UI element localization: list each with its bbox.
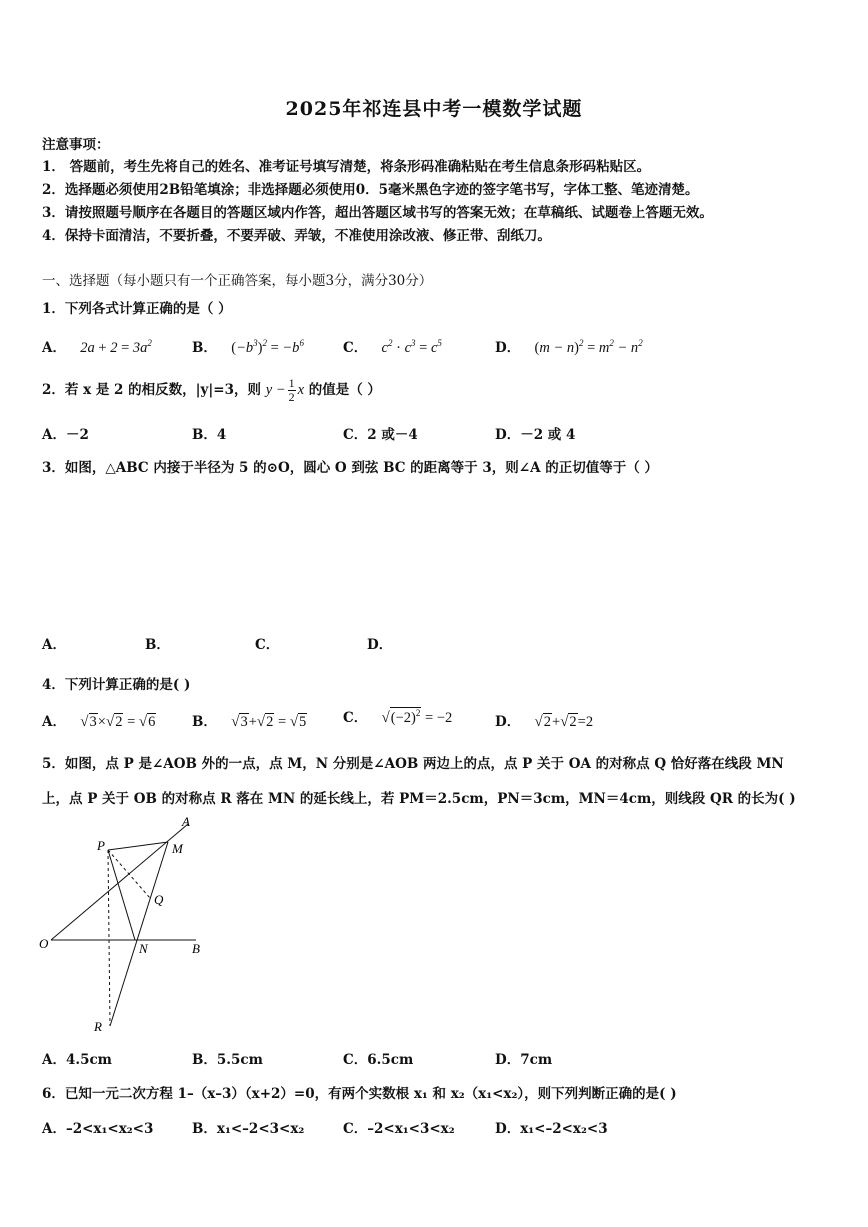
q1-option-c xyxy=(343,336,442,357)
q5-option-a: A．4.5cm xyxy=(42,1052,112,1068)
segment-pn xyxy=(108,850,135,940)
q2-option-b: B．4 xyxy=(192,427,227,443)
q2-stem-lead: 2．若 x 是 2 的相反数，|y|=3，则 xyxy=(42,382,262,398)
q2-option-a: A．－2 xyxy=(42,427,89,443)
q2-option-c: C．2 或－4 xyxy=(343,427,418,443)
q1-d-formula: $(m - n)^2 = m^2 - n^2$ xyxy=(534,338,643,356)
label-m: M xyxy=(172,841,183,856)
q1-option-b xyxy=(192,336,304,357)
q4-d-formula: √2+√2=2 xyxy=(534,714,594,730)
q5-option-c: C．6.5cm xyxy=(343,1052,414,1068)
q1-a-formula: $2a + 2 = 3a^2$ xyxy=(80,338,152,356)
q1-b-formula: $(-b^3)^2 = -b^6$ xyxy=(231,338,304,356)
option-label: D． xyxy=(495,340,521,356)
notice-item-4: 4．保持卡面清洁，不要折叠，不要弄破、弄皱，不准使用涂改液、修正带、刮纸刀。 xyxy=(42,228,551,244)
q4-option-c xyxy=(343,706,452,727)
q1-stem: 1．下列各式计算正确的是（ ） xyxy=(42,301,232,317)
notice-heading: 注意事项： xyxy=(42,137,110,153)
section-heading: 一、选择题（每小题只有一个正确答案，每小题3分，满分30分） xyxy=(42,273,433,289)
q6-option-a: A．–2<x₁<x₂<3 xyxy=(42,1121,154,1137)
label-n: N xyxy=(139,941,148,956)
q3-option-c: C． xyxy=(255,637,280,653)
q1-c-formula: $c^2 \cdot c^3 = c^5$ xyxy=(381,338,442,356)
label-p: P xyxy=(97,838,105,853)
q6-stem: 6．已知一元二次方程 1–（x–3）（x+2）=0，有两个实数根 x₁ 和 x₂（x₁<x₂），则下列判断正确的是( ) xyxy=(42,1086,677,1102)
segment-pr xyxy=(108,850,110,1026)
q2-expression: y − $\frac{1}{2}$ x xyxy=(265,376,305,405)
q2-stem xyxy=(42,376,381,404)
q4-option-b xyxy=(192,710,307,731)
q4-c-formula: $√(-2)^2 = -2$ xyxy=(381,708,453,726)
option-label: C． xyxy=(343,710,368,726)
q5-option-b: B．5.5cm xyxy=(192,1052,263,1068)
q4-option-d xyxy=(495,710,593,731)
ray-oa xyxy=(51,824,188,940)
label-r: R xyxy=(94,1019,102,1034)
q3-option-d: D． xyxy=(367,637,393,653)
q4-option-a xyxy=(42,710,156,731)
option-label: A． xyxy=(42,340,66,356)
option-label: B． xyxy=(192,714,217,730)
q1-option-d xyxy=(495,336,643,357)
q3-option-a: A． xyxy=(42,637,66,653)
q5-option-d: D．7cm xyxy=(495,1052,553,1068)
notice-item-1: 1． 答题前，考生先将自己的姓名、准考证号填写清楚，将条形码准确粘贴在考生信息条形码粘贴区。 xyxy=(42,159,651,175)
q4-stem: 4．下列计算正确的是( ) xyxy=(42,677,191,693)
page-title: 2025年祁连县中考一模数学试题 xyxy=(285,98,583,120)
q4-b-formula: √3+√2 = √5 xyxy=(231,714,307,730)
q3-option-b: B． xyxy=(145,637,170,653)
q4-a-formula: √3×√2 = √6 xyxy=(80,714,156,730)
notice-item-3: 3．请按照题号顺序在各题目的答题区域内作答，超出答题区域书写的答案无效；在草稿纸、试题卷上答题无效。 xyxy=(42,205,713,221)
option-label: C． xyxy=(343,340,368,356)
label-q: Q xyxy=(154,892,164,907)
option-label: A． xyxy=(42,714,66,730)
segment-pq xyxy=(108,850,150,898)
q5-geometry-figure xyxy=(36,812,211,1037)
q2-option-d: D．－2 或 4 xyxy=(495,427,576,443)
option-label: B． xyxy=(192,340,217,356)
q1-option-a xyxy=(42,336,152,357)
label-o: O xyxy=(39,936,49,951)
q3-stem: 3．如图，△ABC 内接于半径为 5 的⊙O，圆心 O 到弦 BC 的距离等于 3，则∠A 的正切值等于（ ） xyxy=(42,460,658,476)
q5-stem-line-1: 5．如图，点 P 是∠AOB 外的一点，点 M，N 分别是∠AOB 两边上的点，点 P 关于 OA 的对称点 Q 恰好落在线段 MN xyxy=(42,756,784,772)
q6-option-c: C．–2<x₁<3<x₂ xyxy=(343,1121,455,1137)
q6-option-b: B．x₁<–2<3<x₂ xyxy=(192,1121,305,1137)
line-mr xyxy=(110,842,168,1026)
q2-stem-tail: 的值是（ ） xyxy=(308,382,381,398)
q6-option-d: D．x₁<–2<x₂<3 xyxy=(495,1121,608,1137)
label-b: B xyxy=(192,941,200,956)
option-label: D． xyxy=(495,714,521,730)
q5-stem-line-2: 上，点 P 关于 OB 的对称点 R 落在 MN 的延长线上，若 PM＝2.5cm，PN＝3cm，MN＝4cm，则线段 QR 的长为( ) xyxy=(42,791,796,807)
label-a: A xyxy=(182,814,190,829)
notice-item-2: 2．选择题必须使用2B铅笔填涂；非选择题必须使用0．5毫米黑色字迹的签字笔书写，字体工整、笔迹清楚。 xyxy=(42,182,699,198)
